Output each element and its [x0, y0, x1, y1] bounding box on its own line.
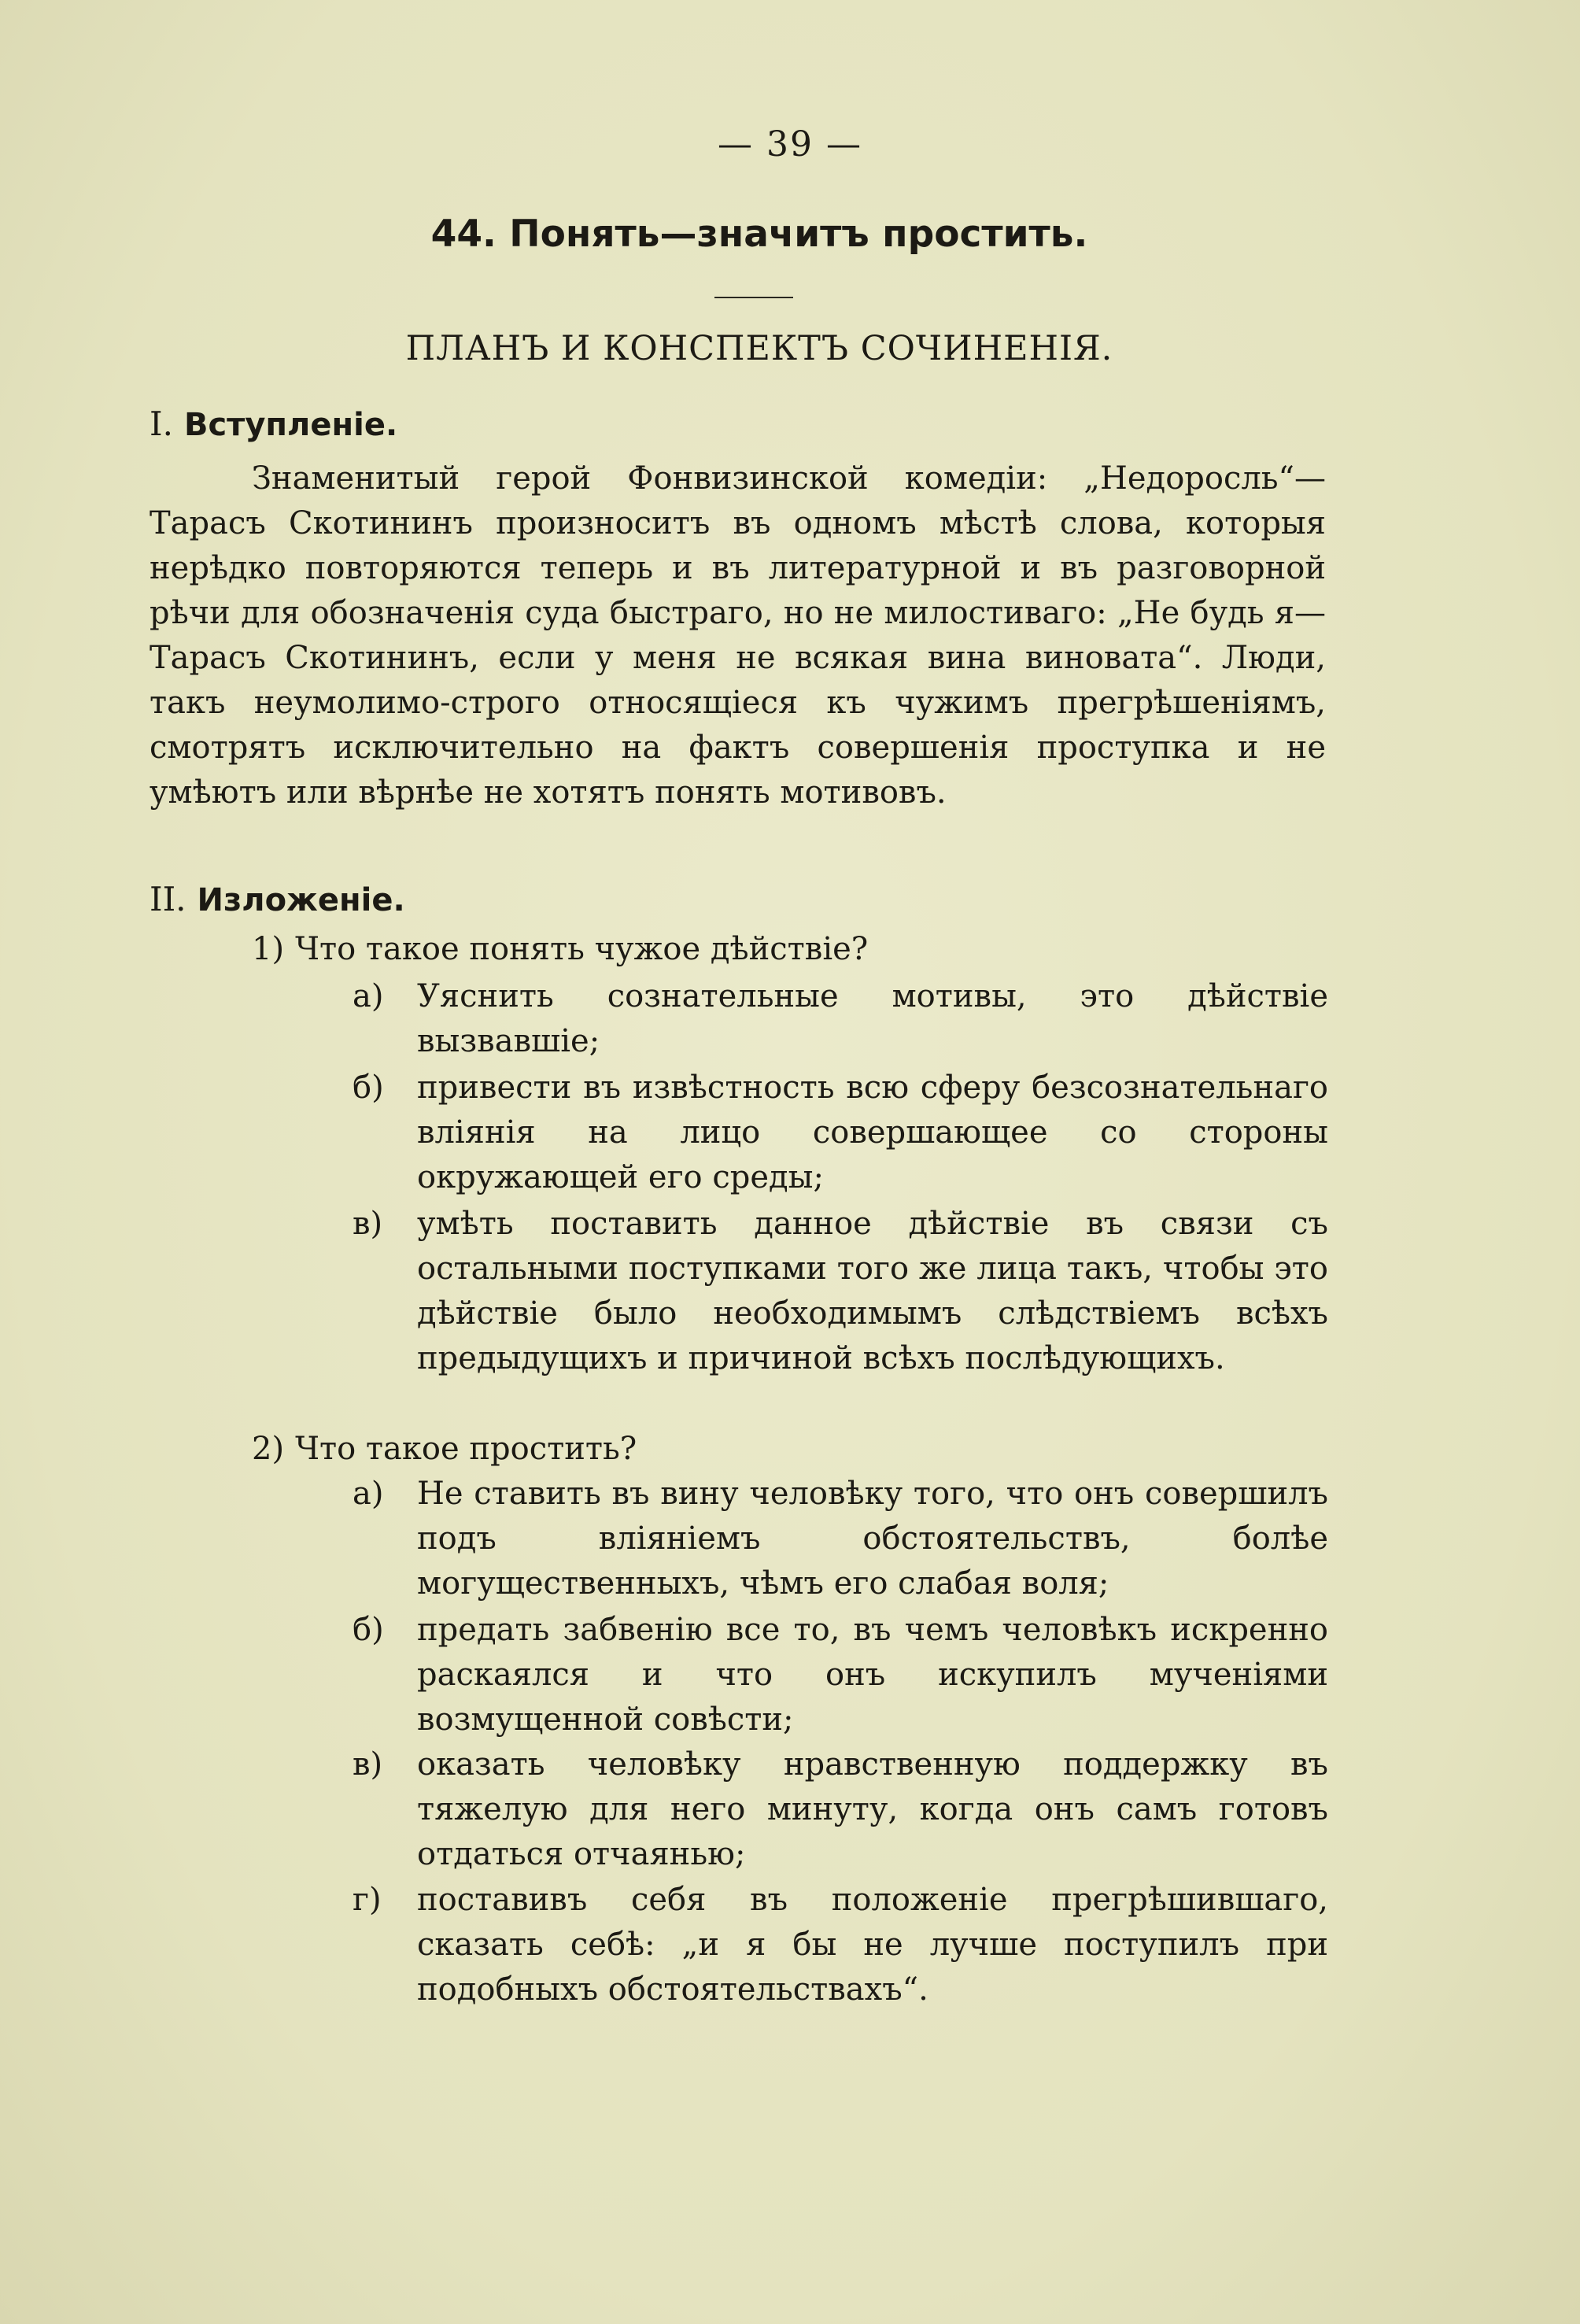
- page-title: 44. Понять—значитъ простить.: [430, 212, 1088, 256]
- item-text: привести въ извѣстность всю сферу безсознательнаго вліянія на лицо совершающее со стороны окружающей его среды;: [417, 1070, 1328, 1195]
- item-text: оказать человѣку нравственную поддержку въ тяжелую для него минуту, когда онъ самъ готовъ отдаться отчаянью;: [417, 1746, 1328, 1872]
- list-item: [353, 974, 1328, 1064]
- question-1: [252, 927, 868, 972]
- section-heading-exposition: [150, 880, 405, 918]
- item-text: Уяснить сознательные мотивы, это дѣйствіе вызвавшіе;: [417, 978, 1328, 1059]
- title-divider: [714, 297, 793, 298]
- item-label: а): [353, 1476, 384, 1512]
- question-number: 2): [252, 1431, 285, 1467]
- question-number: 1): [252, 931, 285, 967]
- section-title: Изложеніе.: [197, 882, 405, 918]
- list-item: [353, 1608, 1328, 1742]
- subtitle: ПЛАНЪ И КОНСПЕКТЪ СОЧИНЕНІЯ.: [405, 329, 1113, 368]
- list-item: [353, 1066, 1328, 1200]
- item-label: в): [353, 1746, 383, 1783]
- section-number: I.: [150, 405, 173, 443]
- question-text: Что такое понять чужое дѣйствіе?: [295, 931, 869, 967]
- section-heading-introduction: [150, 405, 397, 443]
- question-text: Что такое простить?: [295, 1431, 637, 1467]
- item-label: г): [353, 1882, 382, 1918]
- item-text: умѣть поставить данное дѣйствіе въ связи съ остальными поступками того же лица такъ, чтобы это дѣйствіе было необходимымъ слѣдствіемъ всѣхъ предыдущихъ и причиной всѣхъ послѣдующихъ.: [417, 1206, 1328, 1376]
- list-item: [353, 1472, 1328, 1606]
- item-text: предать забвенію все то, въ чемъ человѣкъ искренно раскаялся и что онъ искупилъ мученіями возмущенной совѣсти;: [417, 1612, 1328, 1738]
- section-number: II.: [150, 880, 186, 918]
- section-title: Вступленіе.: [183, 407, 398, 443]
- item-label: а): [353, 978, 384, 1014]
- page-number: — 39 —: [718, 124, 862, 164]
- list-item: [353, 1742, 1328, 1877]
- item-text: Не ставить въ вину человѣку того, что онъ совершилъ подъ вліяніемъ обстоятельствъ, болѣе могущественныхъ, чѣмъ его слабая воля;: [417, 1476, 1328, 1602]
- item-label: б): [353, 1070, 384, 1106]
- item-label: в): [353, 1206, 383, 1242]
- question-2: [252, 1427, 637, 1472]
- list-item: [353, 1878, 1328, 2012]
- introduction-paragraph: Знаменитый герой Фонвизинской комедіи: „Недоросль“—Тарасъ Скотининъ произноситъ въ одномъ мѣстѣ слова, которыя нерѣдко повторяются теперь и въ литературной и въ разговорной рѣчи для обозначенія суда быстраго, но не милостиваго: „Не будь я—Тарасъ Скотининъ, если у меня не всякая вина виновата“. Люди, такъ неумолимо-строго относящіеся къ чужимъ прегрѣшеніямъ, смотрятъ исключительно на фактъ совершенія проступка и не умѣютъ или вѣрнѣе не хотятъ понять мотивовъ.: [150, 460, 1326, 811]
- list-item: [353, 1202, 1328, 1381]
- item-text: поставивъ себя въ положеніе прегрѣшившаго, сказать себѣ: „и я бы не лучше поступилъ при подобныхъ обстоятельствахъ“.: [417, 1882, 1328, 2008]
- item-label: б): [353, 1612, 384, 1648]
